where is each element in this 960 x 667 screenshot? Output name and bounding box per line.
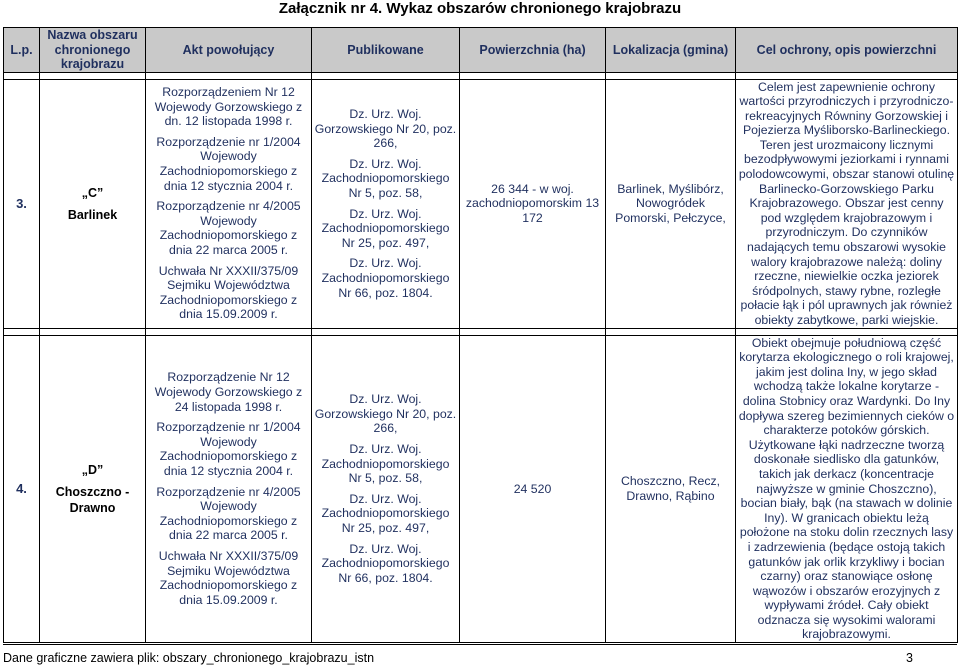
row-number: 4.	[4, 335, 40, 642]
act-item: Rozporządzenie nr 4/2005 Wojewody Zachodniopomorskiego z dnia 22 marca 2005 r.	[156, 199, 301, 258]
footer-file-note: Dane graficzne zawiera plik: obszary_chronionego_krajobrazu_istn	[3, 651, 375, 665]
published-item: Dz. Urz. Woj. Gorzowskiego Nr 20, poz. 266,	[314, 106, 457, 151]
area-name: Choszczno - Drawno	[55, 484, 130, 515]
published-cell	[312, 335, 460, 642]
area-code: „D”	[81, 462, 104, 477]
area-name-cell	[40, 335, 146, 642]
act-item: Rozporządzenie nr 1/2004 Wojewody Zachodniopomorskiego z dnia 12 stycznia 2004 r.	[156, 420, 301, 478]
published-item: Dz. Urz. Woj. Zachodniopomorskiego Nr 66, poz. 1804.	[321, 256, 450, 300]
page-number: 3	[906, 651, 913, 665]
location: Choszczno, Recz, Drawno, Rąbino	[606, 335, 736, 642]
published-cell	[312, 79, 460, 328]
header-name: Nazwa obszaru chronionego krajobrazu	[40, 28, 146, 73]
spacer-row	[4, 72, 958, 79]
table-header-row	[4, 28, 958, 73]
header-act: Akt powołujący	[146, 28, 312, 73]
row-number: 3.	[4, 79, 40, 328]
act-item: Rozporządzeniem Nr 12 Wojewody Gorzowskiego z dn. 12 listopada 1998 r.	[154, 85, 303, 129]
page-title: Załącznik nr 4. Wykaz obszarów chronionego krajobrazu	[278, 0, 682, 17]
area-code: „C”	[81, 185, 104, 200]
page-footer	[3, 644, 957, 665]
act-item: Uchwała Nr XXXII/375/09 Sejmiku Województwa Zachodniopomorskiego z dnia 15.09.2009 r.	[158, 263, 299, 322]
area-name-cell	[40, 79, 146, 328]
act-item: Rozporządzenie nr 4/2005 Wojewody Zachodniopomorskiego z dnia 22 marca 2005 r.	[156, 484, 301, 543]
area-size: 24 520	[460, 335, 606, 642]
protected-areas-table	[3, 27, 958, 643]
act-item: Uchwała Nr XXXII/375/09 Sejmiku Województwa Zachodniopomorskiego z dnia 15.09.2009 r.	[158, 548, 299, 607]
protection-goal: Obiekt obejmuje południową część korytarza ekologicznego o roli krajowej, jakim jest dolina Iny, w jego skład wchodzą także lokalne korytarze - dolina Stobnicy oraz Wardynki. Do Iny dopływa szereg bezimiennych cieków o charakterze potoków górskich. Użytkowane łąki nadrzeczne tworzą doskonałe siedlisko dla gatunków, takich jak derkacz (koncentracje najwyższe w gminie Choszczno), bocian biały, bąk (na stawach w dolinie Iny). W granicach obiektu leżą położone na stoku dolin rzecznych lasy i zadrzewienia (będące ostoją takich gatunków jak orlik krzykliwy i bocian czarny) oraz stanowiące osłonę wąwozów i obszarów erozyjnych z wypływami źródeł. Cały obiekt odznacza się wysokimi walorami krajobrazowymi.	[736, 335, 958, 642]
location: Barlinek, Myślibórz, Nowogródek Pomorski, Pełczyce,	[606, 79, 736, 328]
published-item: Dz. Urz. Woj. Zachodniopomorskiego Nr 5, poz. 58,	[321, 156, 450, 200]
published-item: Dz. Urz. Woj. Gorzowskiego Nr 20, poz. 266,	[314, 392, 457, 436]
published-item: Dz. Urz. Woj. Zachodniopomorskiego Nr 66, poz. 1804.	[321, 541, 450, 585]
protection-goal: Celem jest zapewnienie ochrony wartości przyrodniczych i przyrodniczo-rekreacyjnych Równiny Gorzowskiej i Pojezierza Myśliborsko-Barlineckiego. Teren jest urozmaicony licznymi bezodpływowymi jeziorkami i rynnami polodowcowymi, obszar stanowi otulinę Barlinecko-Gorzowskiego Parku Krajobrazowego. Obszar jest cenny pod względem krajobrazowym i przyrodniczym. Do czynników nadających temu obszarowi wysokie walory krajobrazowe należą: doliny rzeczne, niewielkie oczka jeziorek śródpolnych, stawy rybne, rozległe połacie łąk i pól uprawnych jak również obiekty zabytkowe, parki wiejskie.	[736, 79, 958, 328]
table-row	[4, 79, 958, 328]
spacer-row	[4, 328, 958, 335]
header-area: Powierzchnia (ha)	[460, 28, 606, 73]
table-row	[4, 335, 958, 642]
header-lp: L.p.	[4, 28, 40, 73]
header-goal: Cel ochrony, opis powierzchni	[736, 28, 958, 73]
published-item: Dz. Urz. Woj. Zachodniopomorskiego Nr 25, poz. 497,	[321, 206, 450, 250]
act-cell	[146, 79, 312, 328]
area-name: Barlinek	[67, 207, 118, 222]
published-item: Dz. Urz. Woj. Zachodniopomorskiego Nr 25, poz. 497,	[321, 491, 450, 536]
act-cell	[146, 335, 312, 642]
published-item: Dz. Urz. Woj. Zachodniopomorskiego Nr 5, poz. 58,	[321, 442, 450, 486]
area-size: 26 344 - w woj. zachodniopomorskim 13 172	[460, 79, 606, 328]
header-published: Publikowane	[312, 28, 460, 73]
act-item: Rozporządzenie Nr 12 Wojewody Gorzowskiego z 24 listopada 1998 r.	[154, 370, 303, 414]
act-item: Rozporządzenie nr 1/2004 Wojewody Zachodniopomorskiego z dnia 12 stycznia 2004 r.	[156, 134, 301, 193]
header-location: Lokalizacja (gmina)	[606, 28, 736, 73]
